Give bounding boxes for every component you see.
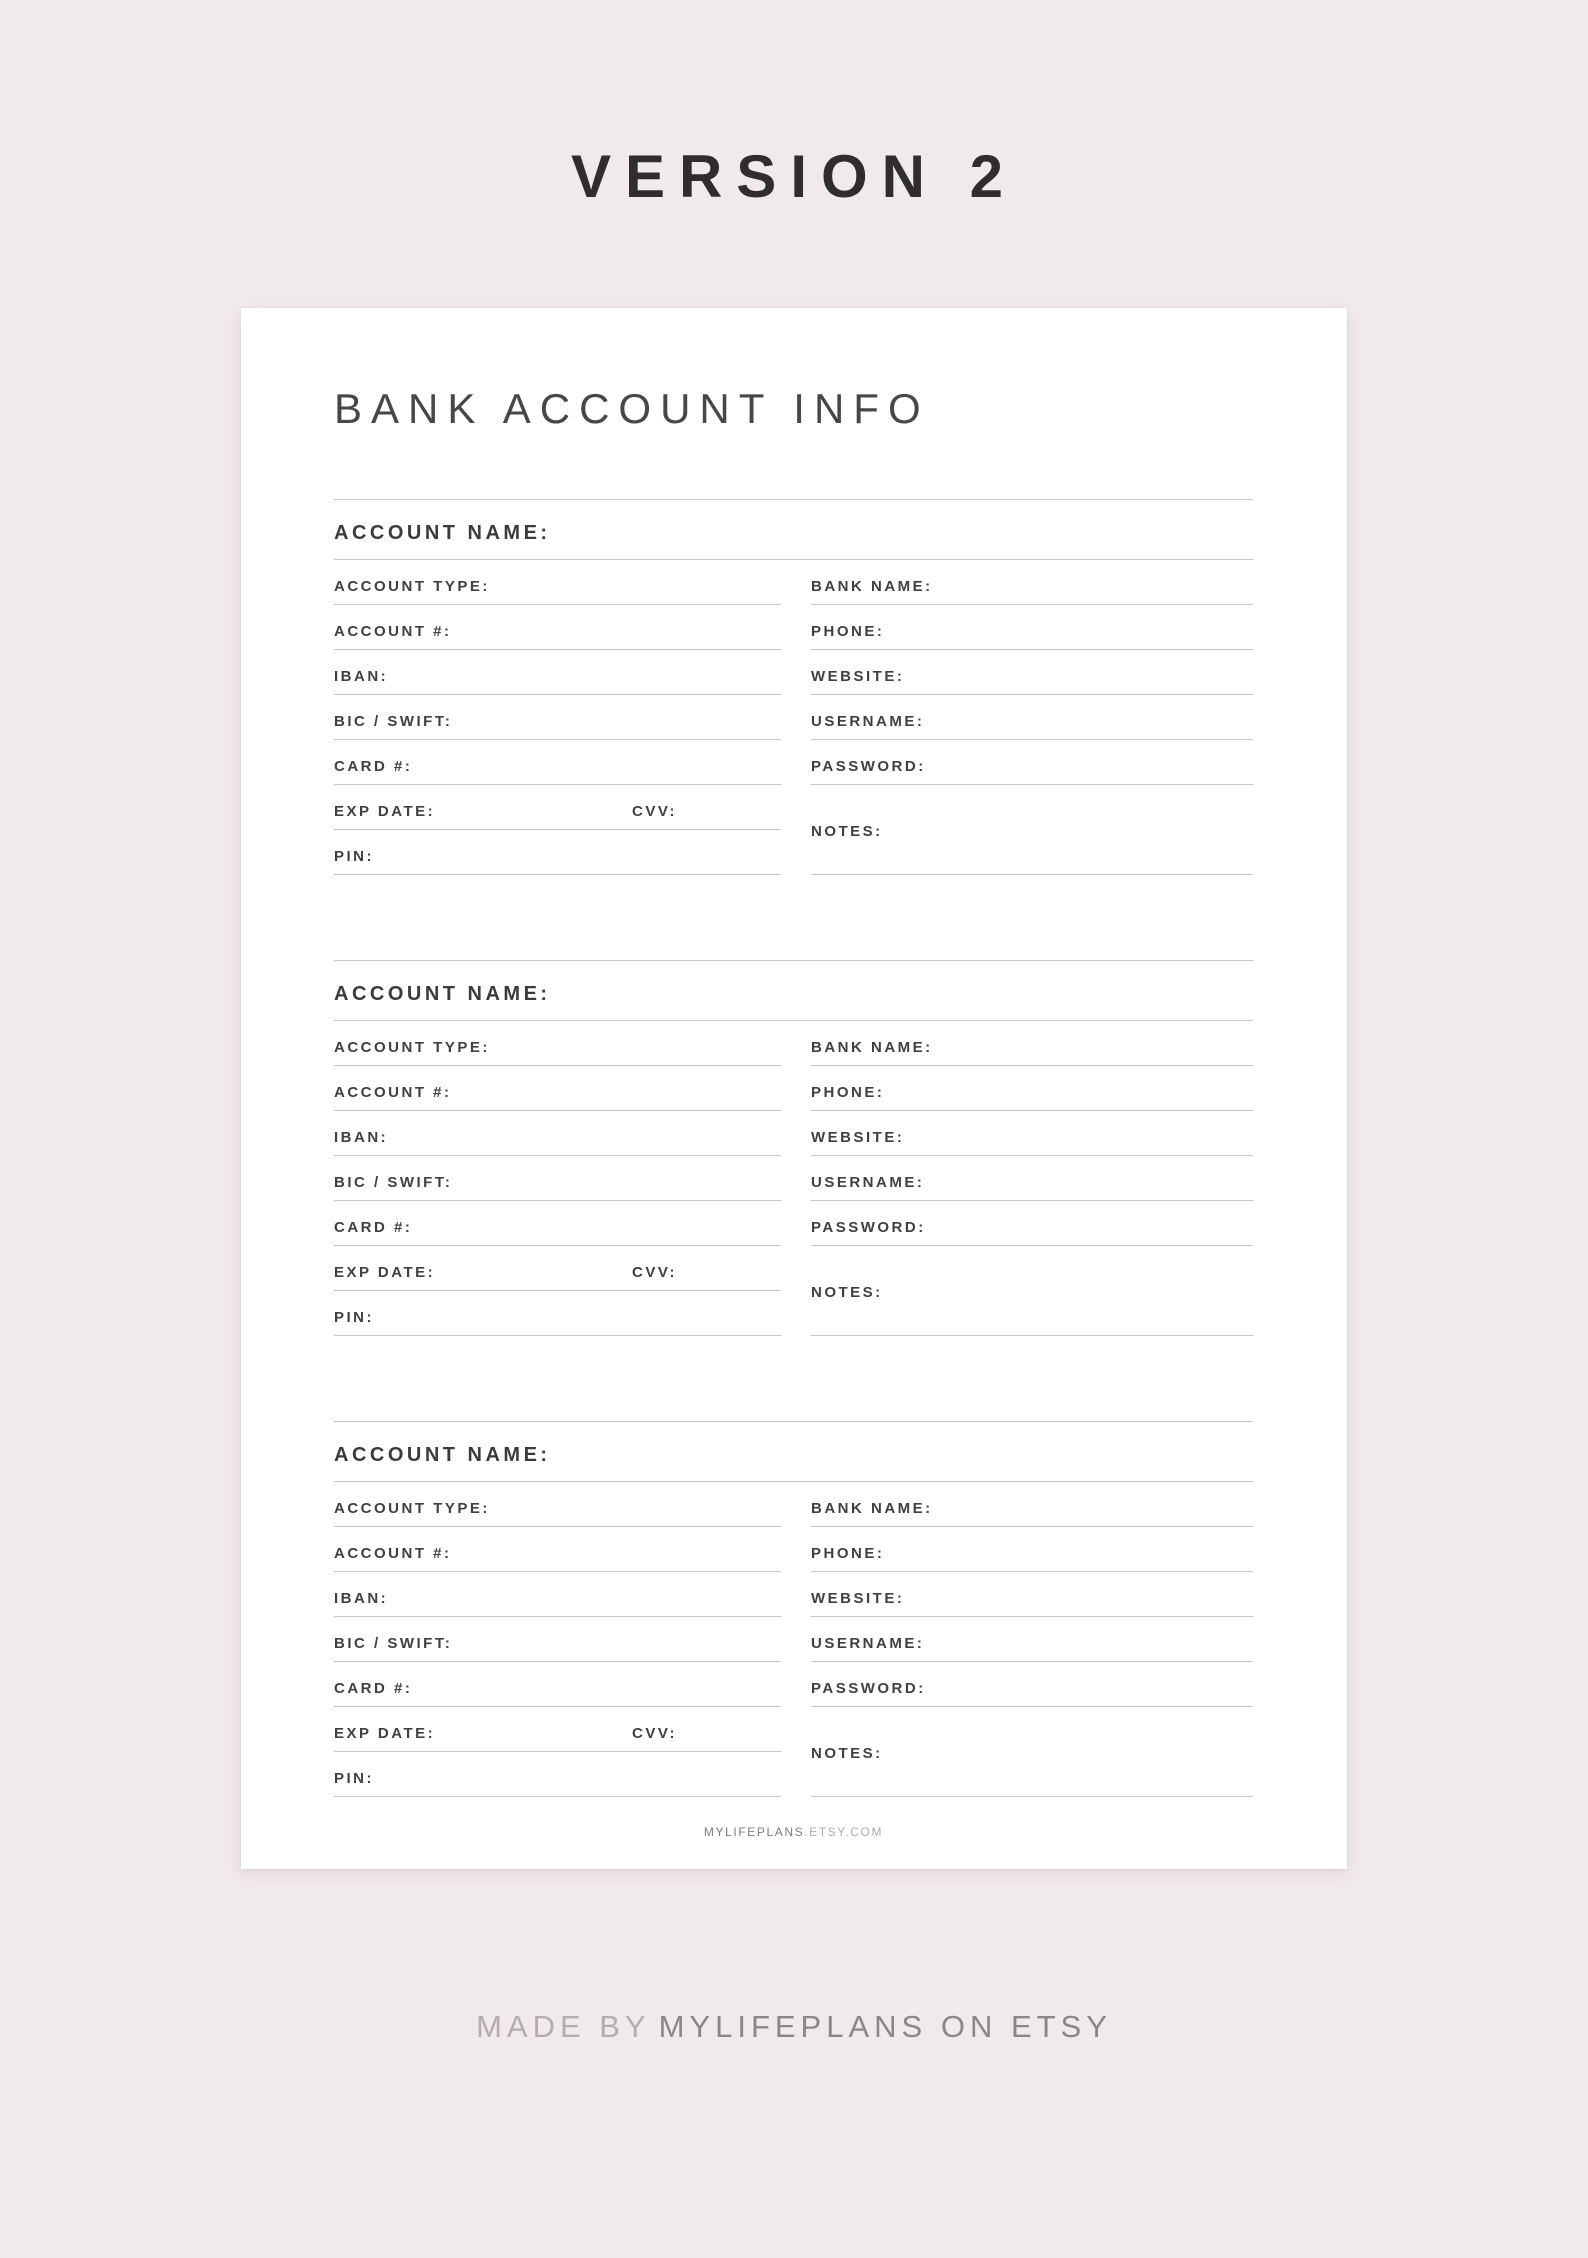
right-column: [811, 1021, 1253, 1336]
field-notes: [811, 785, 1253, 875]
account-name-row: [334, 960, 1253, 1021]
account-section: [334, 499, 1253, 875]
field-label: NOTES:: [811, 1745, 883, 1762]
field-label: BANK NAME:: [811, 578, 933, 595]
field-bic-swift: [334, 1617, 781, 1662]
field-iban: [334, 1572, 781, 1617]
field-account-number: [334, 1527, 781, 1572]
field-label: NOTES:: [811, 1284, 883, 1301]
field-label: CARD #:: [334, 758, 413, 775]
field-iban: [334, 1111, 781, 1156]
field-label: CARD #:: [334, 1219, 413, 1236]
cvv-label: CVV:: [632, 803, 678, 820]
field-bic-swift: [334, 695, 781, 740]
field-card-number: [334, 1662, 781, 1707]
field-website: [811, 1572, 1253, 1617]
field-username: [811, 1617, 1253, 1662]
cvv-label: CVV:: [632, 1264, 678, 1281]
made-by-caption: [0, 2009, 1588, 2045]
account-section: [334, 1421, 1253, 1797]
field-label: PIN:: [334, 1309, 374, 1326]
cvv-label: CVV:: [632, 1725, 678, 1742]
left-column: [334, 560, 781, 875]
field-password: [811, 1201, 1253, 1246]
field-card-number: [334, 740, 781, 785]
footer-brand: MYLIFEPLANS: [703, 1825, 805, 1839]
field-label: PASSWORD:: [811, 1680, 926, 1697]
field-password: [811, 1662, 1253, 1707]
field-bank-name: [811, 1021, 1253, 1066]
account-name-row: [334, 1421, 1253, 1482]
field-label: ACCOUNT TYPE:: [334, 1039, 490, 1056]
field-label: BANK NAME:: [811, 1039, 933, 1056]
field-label: PHONE:: [811, 1545, 885, 1562]
page-title: BANK ACCOUNT INFO: [334, 385, 930, 432]
account-name-label: ACCOUNT NAME:: [334, 522, 551, 544]
right-column: [811, 560, 1253, 875]
field-label: BIC / SWIFT:: [334, 713, 453, 730]
version-heading: VERSION 2: [570, 143, 1018, 210]
field-label: PASSWORD:: [811, 758, 926, 775]
field-label: IBAN:: [334, 1129, 389, 1146]
field-pin: [334, 1291, 781, 1336]
field-username: [811, 1156, 1253, 1201]
field-exp-date-cvv: [334, 785, 781, 830]
field-website: [811, 650, 1253, 695]
field-bic-swift: [334, 1156, 781, 1201]
field-label: ACCOUNT TYPE:: [334, 1500, 490, 1517]
field-phone: [811, 605, 1253, 650]
field-label: PHONE:: [811, 623, 885, 640]
field-notes: [811, 1707, 1253, 1797]
field-account-type: [334, 1482, 781, 1527]
fields-columns: [334, 560, 1253, 875]
field-phone: [811, 1527, 1253, 1572]
left-column: [334, 1482, 781, 1797]
right-column: [811, 1482, 1253, 1797]
field-account-number: [334, 1066, 781, 1111]
field-label: IBAN:: [334, 668, 389, 685]
field-label: USERNAME:: [811, 1174, 925, 1191]
left-column: [334, 1021, 781, 1336]
field-bank-name: [811, 560, 1253, 605]
field-label: ACCOUNT #:: [334, 623, 452, 640]
field-label: IBAN:: [334, 1590, 389, 1607]
field-password: [811, 740, 1253, 785]
caption-brand: MYLIFEPLANS ON ETSY: [658, 2009, 1112, 2044]
fields-columns: [334, 1021, 1253, 1336]
field-notes: [811, 1246, 1253, 1336]
printable-page: [241, 308, 1347, 1869]
field-pin: [334, 830, 781, 875]
field-username: [811, 695, 1253, 740]
field-label: NOTES:: [811, 823, 883, 840]
field-exp-date-cvv: [334, 1707, 781, 1752]
field-label: USERNAME:: [811, 1635, 925, 1652]
field-label: CARD #:: [334, 1680, 413, 1697]
account-name-label: ACCOUNT NAME:: [334, 983, 551, 1005]
field-label: PASSWORD:: [811, 1219, 926, 1236]
field-label: PIN:: [334, 848, 374, 865]
field-pin: [334, 1752, 781, 1797]
field-label: BIC / SWIFT:: [334, 1174, 453, 1191]
field-phone: [811, 1066, 1253, 1111]
field-website: [811, 1111, 1253, 1156]
footer-suffix: .ETSY.COM: [804, 1825, 884, 1839]
caption-prefix: MADE BY: [476, 2009, 651, 2044]
field-card-number: [334, 1201, 781, 1246]
account-name-row: [334, 499, 1253, 560]
field-label: PIN:: [334, 1770, 374, 1787]
field-label: BANK NAME:: [811, 1500, 933, 1517]
field-bank-name: [811, 1482, 1253, 1527]
fields-columns: [334, 1482, 1253, 1797]
field-account-type: [334, 1021, 781, 1066]
field-label: WEBSITE:: [811, 1590, 905, 1607]
field-exp-date-cvv: [334, 1246, 781, 1291]
account-name-label: ACCOUNT NAME:: [334, 1444, 551, 1466]
field-label: ACCOUNT #:: [334, 1545, 452, 1562]
exp-date-label: EXP DATE:: [334, 1264, 436, 1281]
field-account-number: [334, 605, 781, 650]
paper-footer: [334, 1825, 1253, 1839]
field-label: USERNAME:: [811, 713, 925, 730]
field-account-type: [334, 560, 781, 605]
field-label: ACCOUNT TYPE:: [334, 578, 490, 595]
exp-date-label: EXP DATE:: [334, 803, 436, 820]
field-label: WEBSITE:: [811, 1129, 905, 1146]
account-section: [334, 960, 1253, 1336]
field-label: BIC / SWIFT:: [334, 1635, 453, 1652]
field-iban: [334, 650, 781, 695]
field-label: ACCOUNT #:: [334, 1084, 452, 1101]
field-label: PHONE:: [811, 1084, 885, 1101]
field-label: WEBSITE:: [811, 668, 905, 685]
exp-date-label: EXP DATE:: [334, 1725, 436, 1742]
